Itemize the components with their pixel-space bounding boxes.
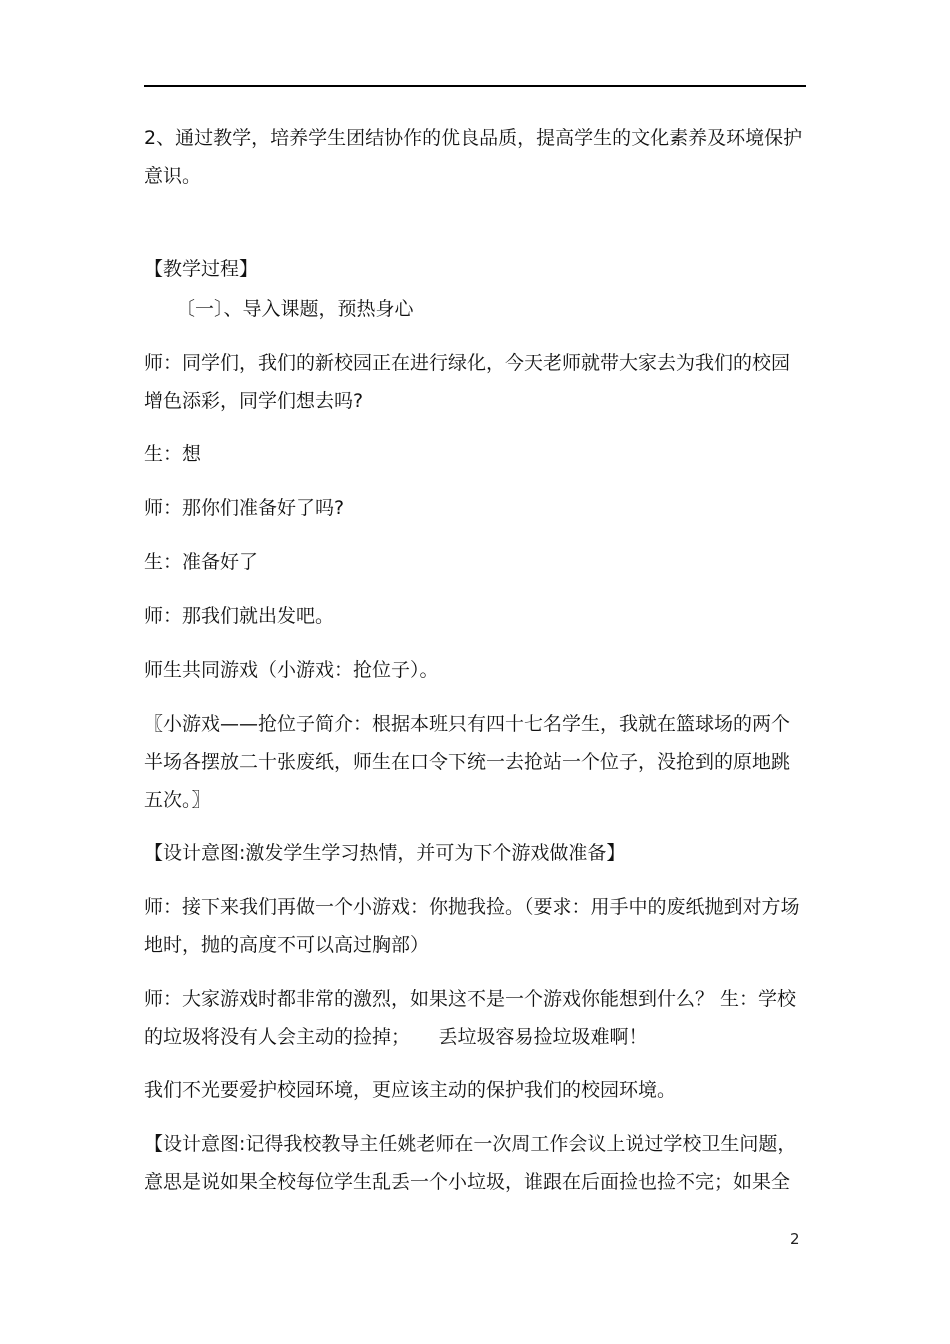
dialogue-paragraph: 师：接下来我们再做一个小游戏：你抛我捡。（要求：用手中的废纸抛到对方场地时，抛的高度不可以高过胸部）: [144, 896, 800, 956]
section-heading-teaching-process: 【教学过程】: [144, 258, 259, 280]
header-rule: [144, 85, 806, 87]
body-paragraph: 我们不光要爱护校园环境，更应该主动的保护我们的校园环境。: [144, 1079, 677, 1101]
dialogue-paragraph: 师：那我们就出发吧。: [144, 605, 335, 627]
objective-paragraph: 2、通过教学，培养学生团结协作的优良品质，提高学生的文化素养及环境保护意识。: [144, 127, 803, 187]
design-intent-paragraph: 【设计意图:记得我校教导主任姚老师在一次周工作会议上说过学校卫生问题，意思是说如果全校每位学生乱丢一个小垃圾，谁跟在后面捡也捡不完；如果全: [144, 1133, 797, 1193]
dialogue-paragraph: 师：那你们准备好了吗?: [144, 497, 345, 519]
dialogue-paragraph: 生：准备好了: [144, 551, 259, 573]
dialogue-paragraph: 生：想: [144, 443, 202, 465]
dialogue-paragraph: 师：同学们，我们的新校园正在进行绿化，今天老师就带大家去为我们的校园增色添彩，同学们想去吗?: [144, 352, 791, 412]
design-intent-paragraph: 【设计意图:激发学生学习热情，并可为下个游戏做准备】: [144, 842, 626, 864]
activity-paragraph: 师生共同游戏（小游戏：抢位子）。: [144, 659, 439, 681]
page-number: 2: [790, 1230, 800, 1248]
game-intro-paragraph: 〖小游戏——抢位子简介：根据本班只有四十七名学生，我就在篮球场的两个半场各摆放二十张废纸，师生在口令下统一去抢站一个位子，没抢到的原地跳五次。〗: [144, 713, 791, 811]
subsection-heading: 〔一〕、导入课题，预热身心: [176, 298, 414, 320]
dialogue-paragraph: 师：大家游戏时都非常的激烈，如果这不是一个游戏你能想到什么？ 生：学校的垃圾将没有人会主动的捡掉； 丢垃圾容易捡垃圾难啊！: [144, 988, 797, 1048]
